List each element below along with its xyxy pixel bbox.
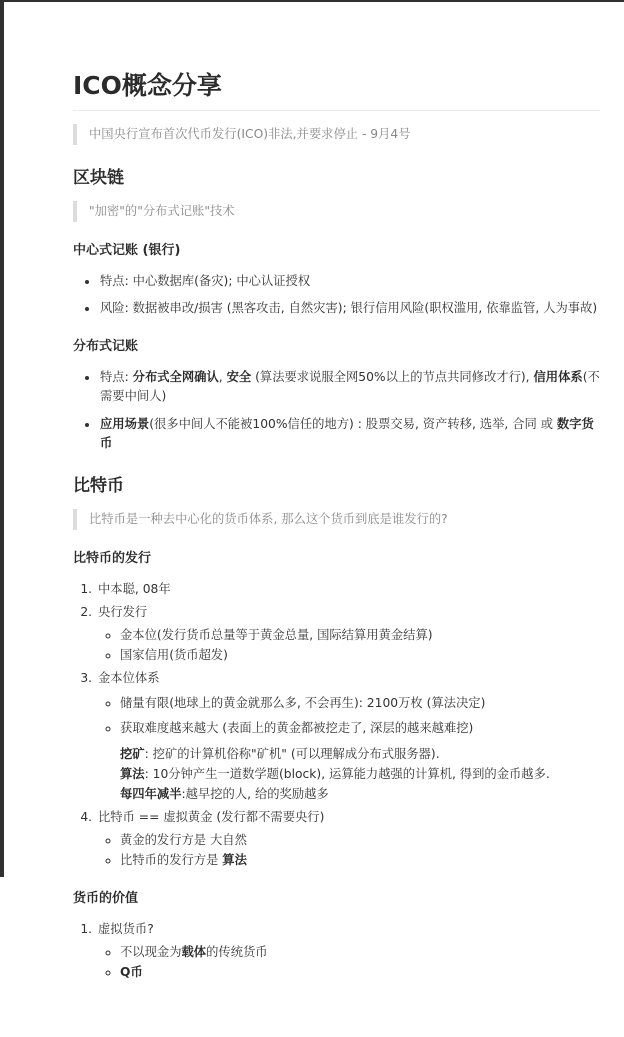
sub-list-item: ◦ 获取难度越来越大 (表面上的黄金都被挖走了, 深层的越来越难挖) [120, 719, 600, 738]
doc-title: ICO概念分享 [73, 70, 600, 111]
window-left-edge [0, 0, 4, 877]
list-item: 4. 比特币 == 虚拟黄金 (发行都不需要央行) ◦ 黄金的发行方是 大自然 ◦ 比特币的发行方是 算法 [96, 808, 600, 870]
bold-text: 分布式全网确认 [132, 370, 219, 385]
sub-list-item: ◦ 储量有限(地球上的黄金就那么多, 不会再生): 2100万枚 (算法决定) [120, 694, 600, 713]
blockquote-text: 中国央行宣布首次代币发行(ICO)非法,并要求停止 - 9月4号 [89, 127, 411, 142]
bold-text: 载体 [181, 945, 207, 960]
bold-text: 数字货币 [100, 416, 594, 450]
section-heading: 区块链 [73, 168, 124, 189]
numbered-list [73, 580, 600, 871]
window-top-edge [0, 0, 624, 2]
bold-text: Q币 [120, 965, 143, 980]
note-paragraph: 挖矿: 挖矿的计算机俗称"矿机" (可以理解成分布式服务器). [120, 747, 440, 761]
sub-list-item: ◦ 不以现金为载体的传统货币 [120, 943, 600, 962]
sub-list-item [120, 963, 600, 982]
bold-text: 算法 [120, 767, 145, 782]
list-item: • 风险: 数据被串改/损害 (黑客攻击, 自然灾害); 银行信用风险(职权滥用, 依靠监管, 人为事故) [99, 299, 600, 318]
bold-text: 每四年减半 [120, 787, 182, 802]
bold-text: 算法 [222, 853, 247, 868]
subsection-heading: 分布式记账 [73, 339, 139, 355]
sub-list [98, 626, 600, 665]
list-item: 3. 金本位体系 ◦ 储量有限(地球上的黄金就那么多, 不会再生): 2100万枚 (算法决定) ◦ 获取难度越来越大 (表面上的黄金都被挖走了, 深层的越来越难挖) 挖矿: 挖矿的计算机俗称"矿机" (可以理解成分布式服务器). 算法: 10分钟产生一道数学题(block), 运算能力越强的计算机, 得到的金币越多. 每四年减半:越早挖的人, 给的奖励越多 [96, 669, 600, 804]
blockquote-text: 比特币是一种去中心化的货币体系, 那么这个货币到底是谁发行的? [89, 511, 448, 526]
list-item: 1. 中本聪, 08年 [96, 580, 600, 599]
bullet-list [73, 272, 600, 318]
list-item: 2. 央行发行 ◦ 金本位(发行货币总量等于黄金总量, 国际结算用黄金结算) ◦ 国家信用(货币超发) [96, 603, 600, 665]
bullet-list [73, 368, 600, 452]
numbered-list [73, 920, 600, 982]
section-heading: 比特币 [73, 475, 124, 496]
note-paragraph: 算法: 10分钟产生一道数学题(block), 运算能力越强的计算机, 得到的金币越多. [120, 767, 550, 782]
blockquote-text: "加密"的"分布式记账"技术 [89, 204, 235, 219]
subsection-heading: 中心式记账 (银行) [73, 243, 181, 259]
list-item: • 特点: 分布式全网确认, 安全 (算法要求说服全网50%以上的节点共同修改才行), 信用体系(不需要中间人) [99, 368, 600, 406]
sub-list-item: ◦ 比特币的发行方是 算法 [120, 851, 600, 870]
note-paragraph: 每四年减半:越早挖的人, 给的奖励越多 [120, 787, 329, 802]
bold-text: 应用场景 [100, 416, 150, 431]
list-item: • 应用场景(很多中间人不能被100%信任的地方) : 股票交易, 资产转移, 选举, 合同 或 数字货币 [99, 415, 600, 453]
sub-list-item: ◦ 国家信用(货币超发) [120, 646, 600, 665]
sub-list-item: ◦ 黄金的发行方是 大自然 [120, 831, 600, 850]
subsection-heading: 货币的价值 [73, 891, 139, 907]
sub-list [98, 943, 600, 982]
list-item: 1. 虚拟货币? ◦ 不以现金为载体的传统货币 ◦ Q币 [96, 920, 600, 982]
doc-blocks [73, 124, 600, 982]
blockquote [73, 509, 600, 530]
sub-list [98, 694, 600, 738]
subsection-heading: 比特币的发行 [73, 550, 152, 566]
blockquote [73, 201, 600, 222]
list-item: • 特点: 中心数据库(备灾); 中心认证授权 [99, 272, 600, 291]
sub-list [98, 831, 600, 870]
blockquote [73, 124, 600, 145]
bold-text: 安全 [226, 370, 252, 385]
bold-text: 挖矿 [120, 747, 145, 761]
bold-text: 信用体系 [533, 370, 583, 385]
sub-list-item: ◦ 金本位(发行货币总量等于黄金总量, 国际结算用黄金结算) [120, 626, 600, 645]
